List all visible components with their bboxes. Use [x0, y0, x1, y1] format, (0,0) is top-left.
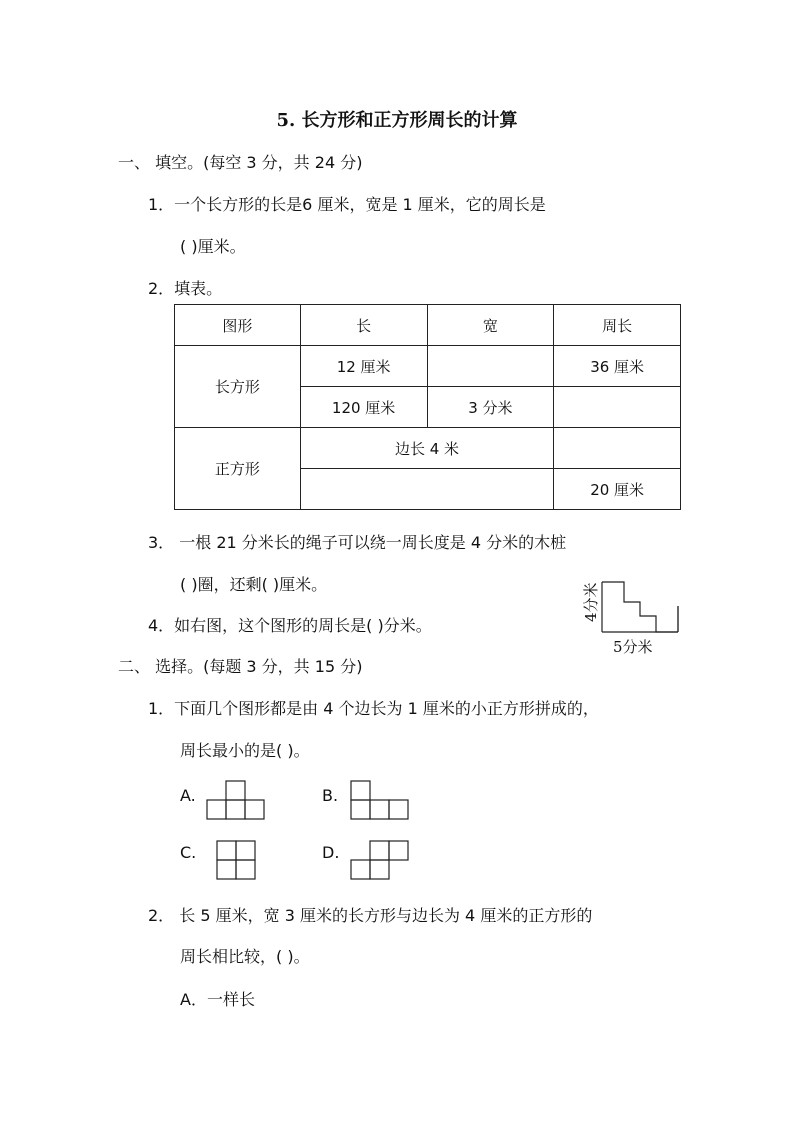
q2-label: 2．填表。: [148, 279, 223, 298]
header-cell-shape: 图形: [175, 305, 301, 346]
option-a-shape[interactable]: [206, 780, 268, 822]
table-cell: 120 厘米: [300, 387, 427, 428]
s2-q1-text-line1: 1．下面几个图形都是由 4 个边长为 1 厘米的小正方形拼成的，: [148, 699, 599, 718]
figure-width-label: 5分米: [613, 638, 653, 656]
header-cell-length: 长: [300, 305, 427, 346]
section-2-heading: 二、 选择。(每题 3 分，共 15 分): [118, 657, 363, 676]
option-c-label[interactable]: C.: [180, 843, 197, 862]
figure-height-label: 4分米: [582, 582, 600, 622]
table-cell-blank[interactable]: [300, 469, 554, 510]
table-cell-blank[interactable]: [554, 387, 681, 428]
q1-answer-blank[interactable]: ( )厘米。: [180, 237, 246, 256]
option-c-shape[interactable]: [216, 840, 258, 882]
q3-answer-blanks[interactable]: ( )圈，还剩( )厘米。: [180, 575, 328, 594]
page-title: 5. 长方形和正方形周长的计算: [276, 110, 518, 131]
header-cell-perimeter: 周长: [554, 305, 681, 346]
header-cell-width: 宽: [427, 305, 554, 346]
s2-q2-text-line1: 2． 长 5 厘米，宽 3 厘米的长方形与边长为 4 厘米的正方形的: [148, 906, 593, 925]
option-d-label[interactable]: D.: [322, 843, 340, 862]
table-row: [175, 428, 681, 469]
option-d-shape[interactable]: [350, 840, 412, 882]
s2-q1-answer-blank[interactable]: 周长最小的是( )。: [180, 741, 310, 760]
table-cell: 20 厘米: [554, 469, 681, 510]
table-cell: 边长 4 米: [300, 428, 554, 469]
fill-in-table: [174, 304, 681, 510]
q4-text: 4．如右图，这个图形的周长是( )分米。: [148, 616, 432, 635]
table-cell-blank[interactable]: [554, 428, 681, 469]
table-cell: 12 厘米: [300, 346, 427, 387]
rect-label-cell: 长方形: [175, 346, 301, 428]
q3-text-line1: 3． 一根 21 分米长的绳子可以绕一周长度是 4 分米的木桩: [148, 533, 567, 552]
option-b-shape[interactable]: [350, 780, 412, 822]
s2-q2-option-a[interactable]: A．一样长: [180, 990, 255, 1009]
option-a-label[interactable]: A.: [180, 786, 196, 805]
table-header-row: [175, 305, 681, 346]
table-cell: 3 分米: [427, 387, 554, 428]
option-b-label[interactable]: B.: [322, 786, 339, 805]
table-cell: 36 厘米: [554, 346, 681, 387]
table-row: [175, 346, 681, 387]
s2-q2-answer-blank[interactable]: 周长相比较，( )。: [180, 947, 310, 966]
table-cell-blank[interactable]: [427, 346, 554, 387]
q1-text-line1: 1．一个长方形的长是6 厘米，宽是 1 厘米，它的周长是: [148, 195, 546, 214]
section-1-heading: 一、 填空。(每空 3 分，共 24 分): [118, 153, 363, 172]
square-label-cell: 正方形: [175, 428, 301, 510]
